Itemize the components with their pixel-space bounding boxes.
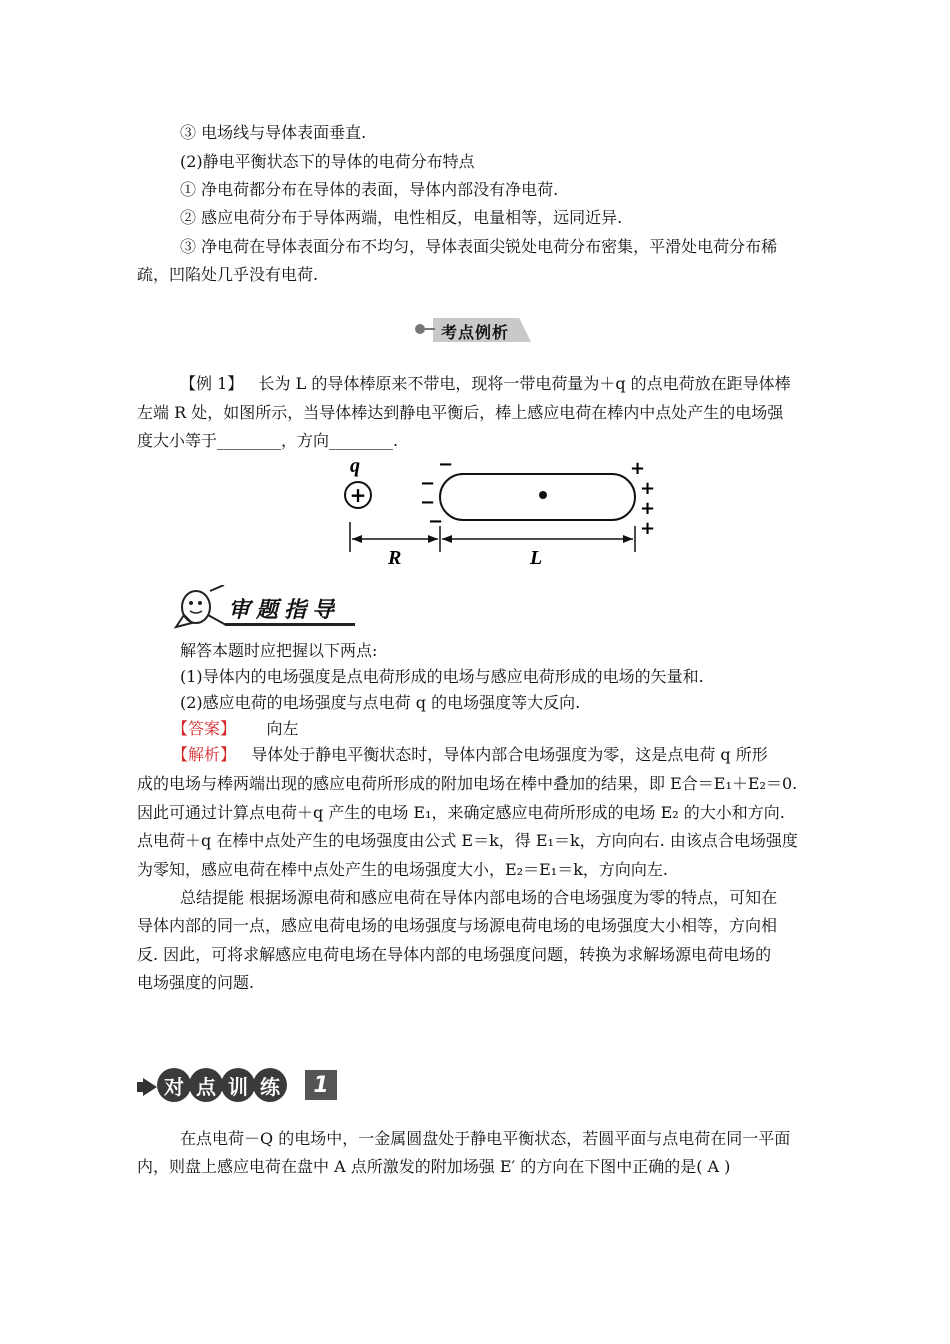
section-title: 考点例析: [441, 323, 510, 342]
training-heading: [137, 1066, 337, 1106]
training-char-2: 点: [189, 1068, 223, 1102]
training-char-3: 训: [221, 1068, 255, 1102]
conductor-rod: [440, 474, 635, 520]
example-line-2: 左端 R 处，如图所示，当导体棒达到静电平衡后，棒上感应电荷在棒内中点处产生的电场强: [137, 403, 784, 422]
answer-line: [172, 719, 852, 739]
analysis-line-4: 点电荷＋q 在棒中点处产生的电场强度由公式 E＝k，得 E₁＝k，方向向右. 由该点合电场强度: [137, 831, 798, 850]
example-line-3: 度大小等于________，方向________.: [137, 431, 399, 450]
writing-figure-icon: [170, 585, 228, 630]
intro-line-3: ① 净电荷都分布在导体的表面，导体内部没有净电荷.: [180, 180, 559, 199]
heading-dash: [425, 328, 435, 330]
summary-line-3: 反. 因此，可将求解感应电荷电场在导体内部的电场强度问题，转换为求解场源电荷电场的: [137, 945, 772, 964]
r-label: R: [388, 547, 402, 569]
guide-heading: [170, 585, 360, 630]
example-label: 【例 1】: [180, 374, 244, 393]
training-char-1: 对: [157, 1068, 191, 1102]
guide-line-3: (2)感应电荷的电场强度与点电荷 q 的电场强度等大反向.: [180, 693, 581, 712]
guide-line-1: 解答本题时应把握以下两点:: [180, 641, 378, 660]
answer-label: 【答案】: [172, 719, 237, 738]
plus-charge-2: +: [640, 478, 656, 499]
plus-charge-3: +: [640, 498, 656, 519]
minus-charge-4: −: [428, 511, 444, 532]
answer-value: 向左: [266, 719, 299, 738]
analysis-line-3: 因此可通过计算点电荷＋q 产生的电场 E₁，来确定感应电荷所形成的电场 E₂ 的大小和方向.: [137, 803, 785, 822]
summary-line-2: 导体内部的同一点，感应电荷电场的电场强度与场源电荷电场的电场强度大小相等，方向相: [137, 916, 778, 935]
section-heading-examples: [415, 314, 535, 344]
analysis-line-2: 成的电场与棒两端出现的感应电荷所形成的附加电场在棒中叠加的结果，即 E合＝E₁＋E₂＝0.: [137, 774, 798, 793]
l-label: L: [530, 547, 543, 569]
rod-midpoint: [539, 491, 547, 499]
analysis-label: 【解析】: [172, 745, 237, 764]
intro-line-6: 疏，凹陷处几乎没有电荷.: [137, 265, 319, 284]
intro-line-2: (2)静电平衡状态下的导体的电荷分布特点: [180, 152, 475, 171]
plus-charge-1: +: [630, 458, 646, 479]
l-arrow-right-icon: [623, 535, 633, 543]
example-line-1: [180, 374, 860, 394]
training-number: 1: [305, 1070, 337, 1100]
intro-line-4: ② 感应电荷分布于导体两端，电性相反，电量相等，远同近异.: [180, 208, 623, 227]
analysis-line-1: [172, 745, 852, 765]
heading-bullet-icon: [415, 324, 425, 334]
analysis-line-5: 为零知，感应电荷在棒中点处产生的电场强度大小，E₂＝E₁＝k，方向向左.: [137, 860, 668, 879]
charge-rod-figure: [330, 452, 670, 570]
question-line-2: 内，则盘上感应电荷在盘中 A 点所激发的附加场强 E′ 的方向在下图中正确的是( A ): [137, 1157, 731, 1176]
r-arrow-right-icon: [428, 535, 438, 543]
analysis-text-1: 导体处于静电平衡状态时，导体内部合电场强度为零，这是点电荷 q 所形: [251, 745, 768, 764]
training-char-4: 练: [253, 1068, 287, 1102]
minus-charge-1: −: [438, 454, 454, 475]
minus-charge-2: −: [420, 473, 436, 494]
plus-charge-4: +: [640, 518, 656, 539]
training-title: [157, 1068, 285, 1102]
summary-line-4: 电场强度的问题.: [137, 973, 255, 992]
minus-charge-3: −: [420, 492, 436, 513]
intro-line-1: ③ 电场线与导体表面垂直.: [180, 123, 367, 142]
l-arrow-left-icon: [442, 535, 452, 543]
guide-underline: [225, 623, 355, 626]
intro-line-5: ③ 净电荷在导体表面分布不均匀，导体表面尖锐处电荷分布密集，平滑处电荷分布稀: [180, 237, 778, 256]
guide-line-2: (1)导体内的电场强度是点电荷形成的电场与感应电荷形成的电场的矢量和.: [180, 667, 704, 686]
arrow-right-icon: [143, 1078, 157, 1096]
q-label: q: [350, 455, 360, 477]
point-charge-sign: +: [349, 483, 367, 507]
example-text-1: 长为 L 的导体棒原来不带电，现将一带电荷量为＋q 的点电荷放在距导体棒: [258, 374, 791, 393]
question-line-1: 在点电荷－Q 的电场中，一金属圆盘处于静电平衡状态，若圆平面与点电荷在同一平面: [180, 1129, 791, 1148]
summary-line-1: 总结提能 根据场源电荷和感应电荷在导体内部电场的合电场强度为零的特点，可知在: [180, 888, 778, 907]
r-arrow-left-icon: [352, 535, 362, 543]
guide-title: 审题指导: [228, 598, 341, 623]
